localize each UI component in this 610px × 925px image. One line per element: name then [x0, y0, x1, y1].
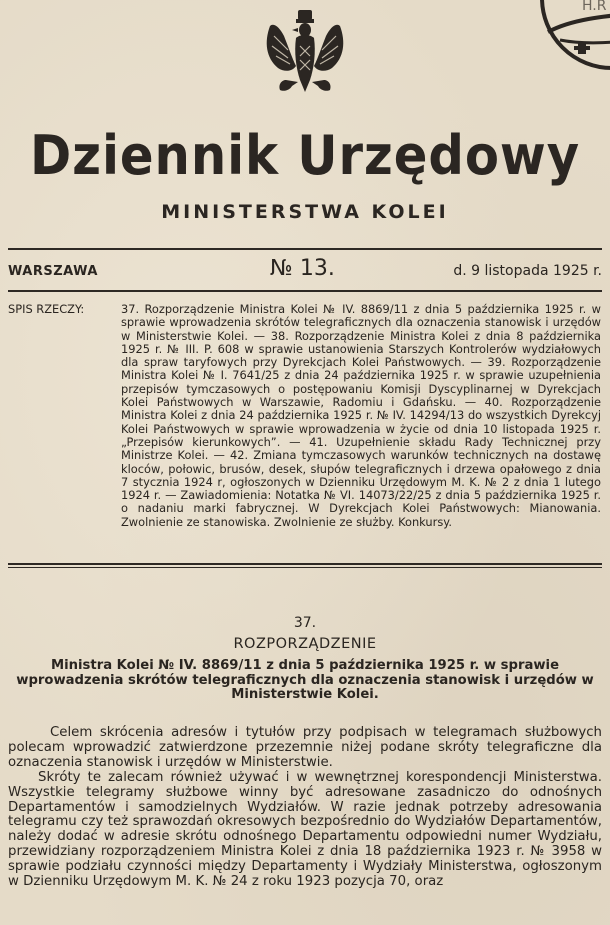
act-type-heading: ROZPORZĄDZENIE — [233, 636, 377, 652]
act-paragraph: Celem skrócenia adresów i tytułów przy podpisach w telegramach służbowych polecam wprowadzić zatwierdzone przezemnie niżej podane skróty telegraficzne dla oznaczenia stanowisk i urzędów w Ministerstwie. — [8, 725, 602, 770]
issue-date: d. 9 listopada 1925 r. — [453, 263, 602, 279]
act-body — [8, 726, 602, 890]
issue-place: WARSZAWA — [8, 264, 98, 279]
library-stamp-icon — [520, 0, 610, 80]
journal-title: Dziennik Urzędowy — [29, 124, 581, 187]
header-rule-bottom — [8, 290, 602, 292]
issue-info-row — [8, 256, 602, 288]
svg-text:H.R: H.R — [582, 0, 607, 14]
toc-text: 37. Rozporządzenie Ministra Kolei № IV. 8869/11 z dnia 5 października 1925 r. w sprawie wprowadzenia skrótów telegraficznych dla oznaczenia stanowisk i urzędów w Ministerstwie Kolei. — 38. Rozporządzenie Ministra Kolei z dnia 8 października 1925 r. № III. P. 608 w sprawie ustanowienia Starszych Kontrolerów wydziałowych dla spraw taryfowych przy Dyrekcjach Kolei Państwowych. — 39. Rozporządzenie Ministra Kolei № I. 7641/25 z dnia 24 października 1925 r. w sprawie uzupełnienia przepisów tymczasowych o postępowaniu Komisji Dyscyplinarnej w Dyrekcjach Kolei Państwowych w Warszawie, Radomiu i Gdańsku. — 40. Rozporządzenie Ministra Kolei z dnia 24 października 1925 r. № IV. 14294/13 do wszystkich Dyrekcyj Kolei Państwowych w sprawie wprowadzenia w życie od dnia 10 listopada 1925 r. „Przepisów kierunkowych”. — 41. Uzupełnienie składu Rady Technicznej przy Ministrze Kolei. — 42. Zmiana tymczasowych warunków technicznych na dostawę kloców, połowic, brusów, desek, słupów telegraficznych i drzewa opałowego z dnia 7 stycznia 1924 r, ogłoszonych w Dzienniku Urzędowym M. K. № 2 z dnia 1 lutego 1924 r. — Zawiadomienia: Notatka № VI. 14073/22/25 z dnia 5 października 1925 r. o nadaniu marki fabrycznej. W Dyrekcjach Kolei Państwowych: Mianowania. Zwolnienie ze stanowiska. Zwolnienie ze służby. Konkursy. — [121, 302, 601, 529]
act-number: 37. — [293, 615, 317, 631]
toc-rule-lower — [8, 567, 602, 568]
issue-number: № 13. — [270, 256, 335, 281]
act-title: Ministra Kolei № IV. 8869/11 z dnia 5 października 1925 r. w sprawie wprowadzenia skrótów telegraficznych dla oznaczenia stanowisk i urzędów w Ministerstwie Kolei. — [16, 658, 594, 702]
journal-subtitle: MINISTERSTWA KOLEI — [161, 201, 449, 223]
toc-rule-upper — [8, 563, 602, 565]
header-rule-top — [8, 248, 602, 250]
toc-label: SPIS RZECZY: — [8, 302, 85, 316]
act-paragraph: Skróty te zalecam również używać i w wewnętrznej korespondencji Ministerstwa. Wszystkie telegramy służbowe winny być adresowane zasadniczo do odnośnych Departamentów i samodzielnych Wydziałów. W razie jednak potrzeby adresowania telegramu czy też sprawozdań okresowych bezpośrednio do Wydziałów Departamentów, należy dodać w adresie skrótu odnośnego Departamentu odpowiedni numer Wydziału, przewidziany rozporządzeniem Ministra Kolei z dnia 18 października 1923 r. № 3958 w sprawie podziału czynności między Departamenty i Wydziały Ministerstwa, ogłoszonym w Dzienniku Urzędowym M. K. № 24 z roku 1923 pozycja 70, oraz — [8, 769, 602, 890]
eagle-emblem-icon — [262, 6, 348, 102]
